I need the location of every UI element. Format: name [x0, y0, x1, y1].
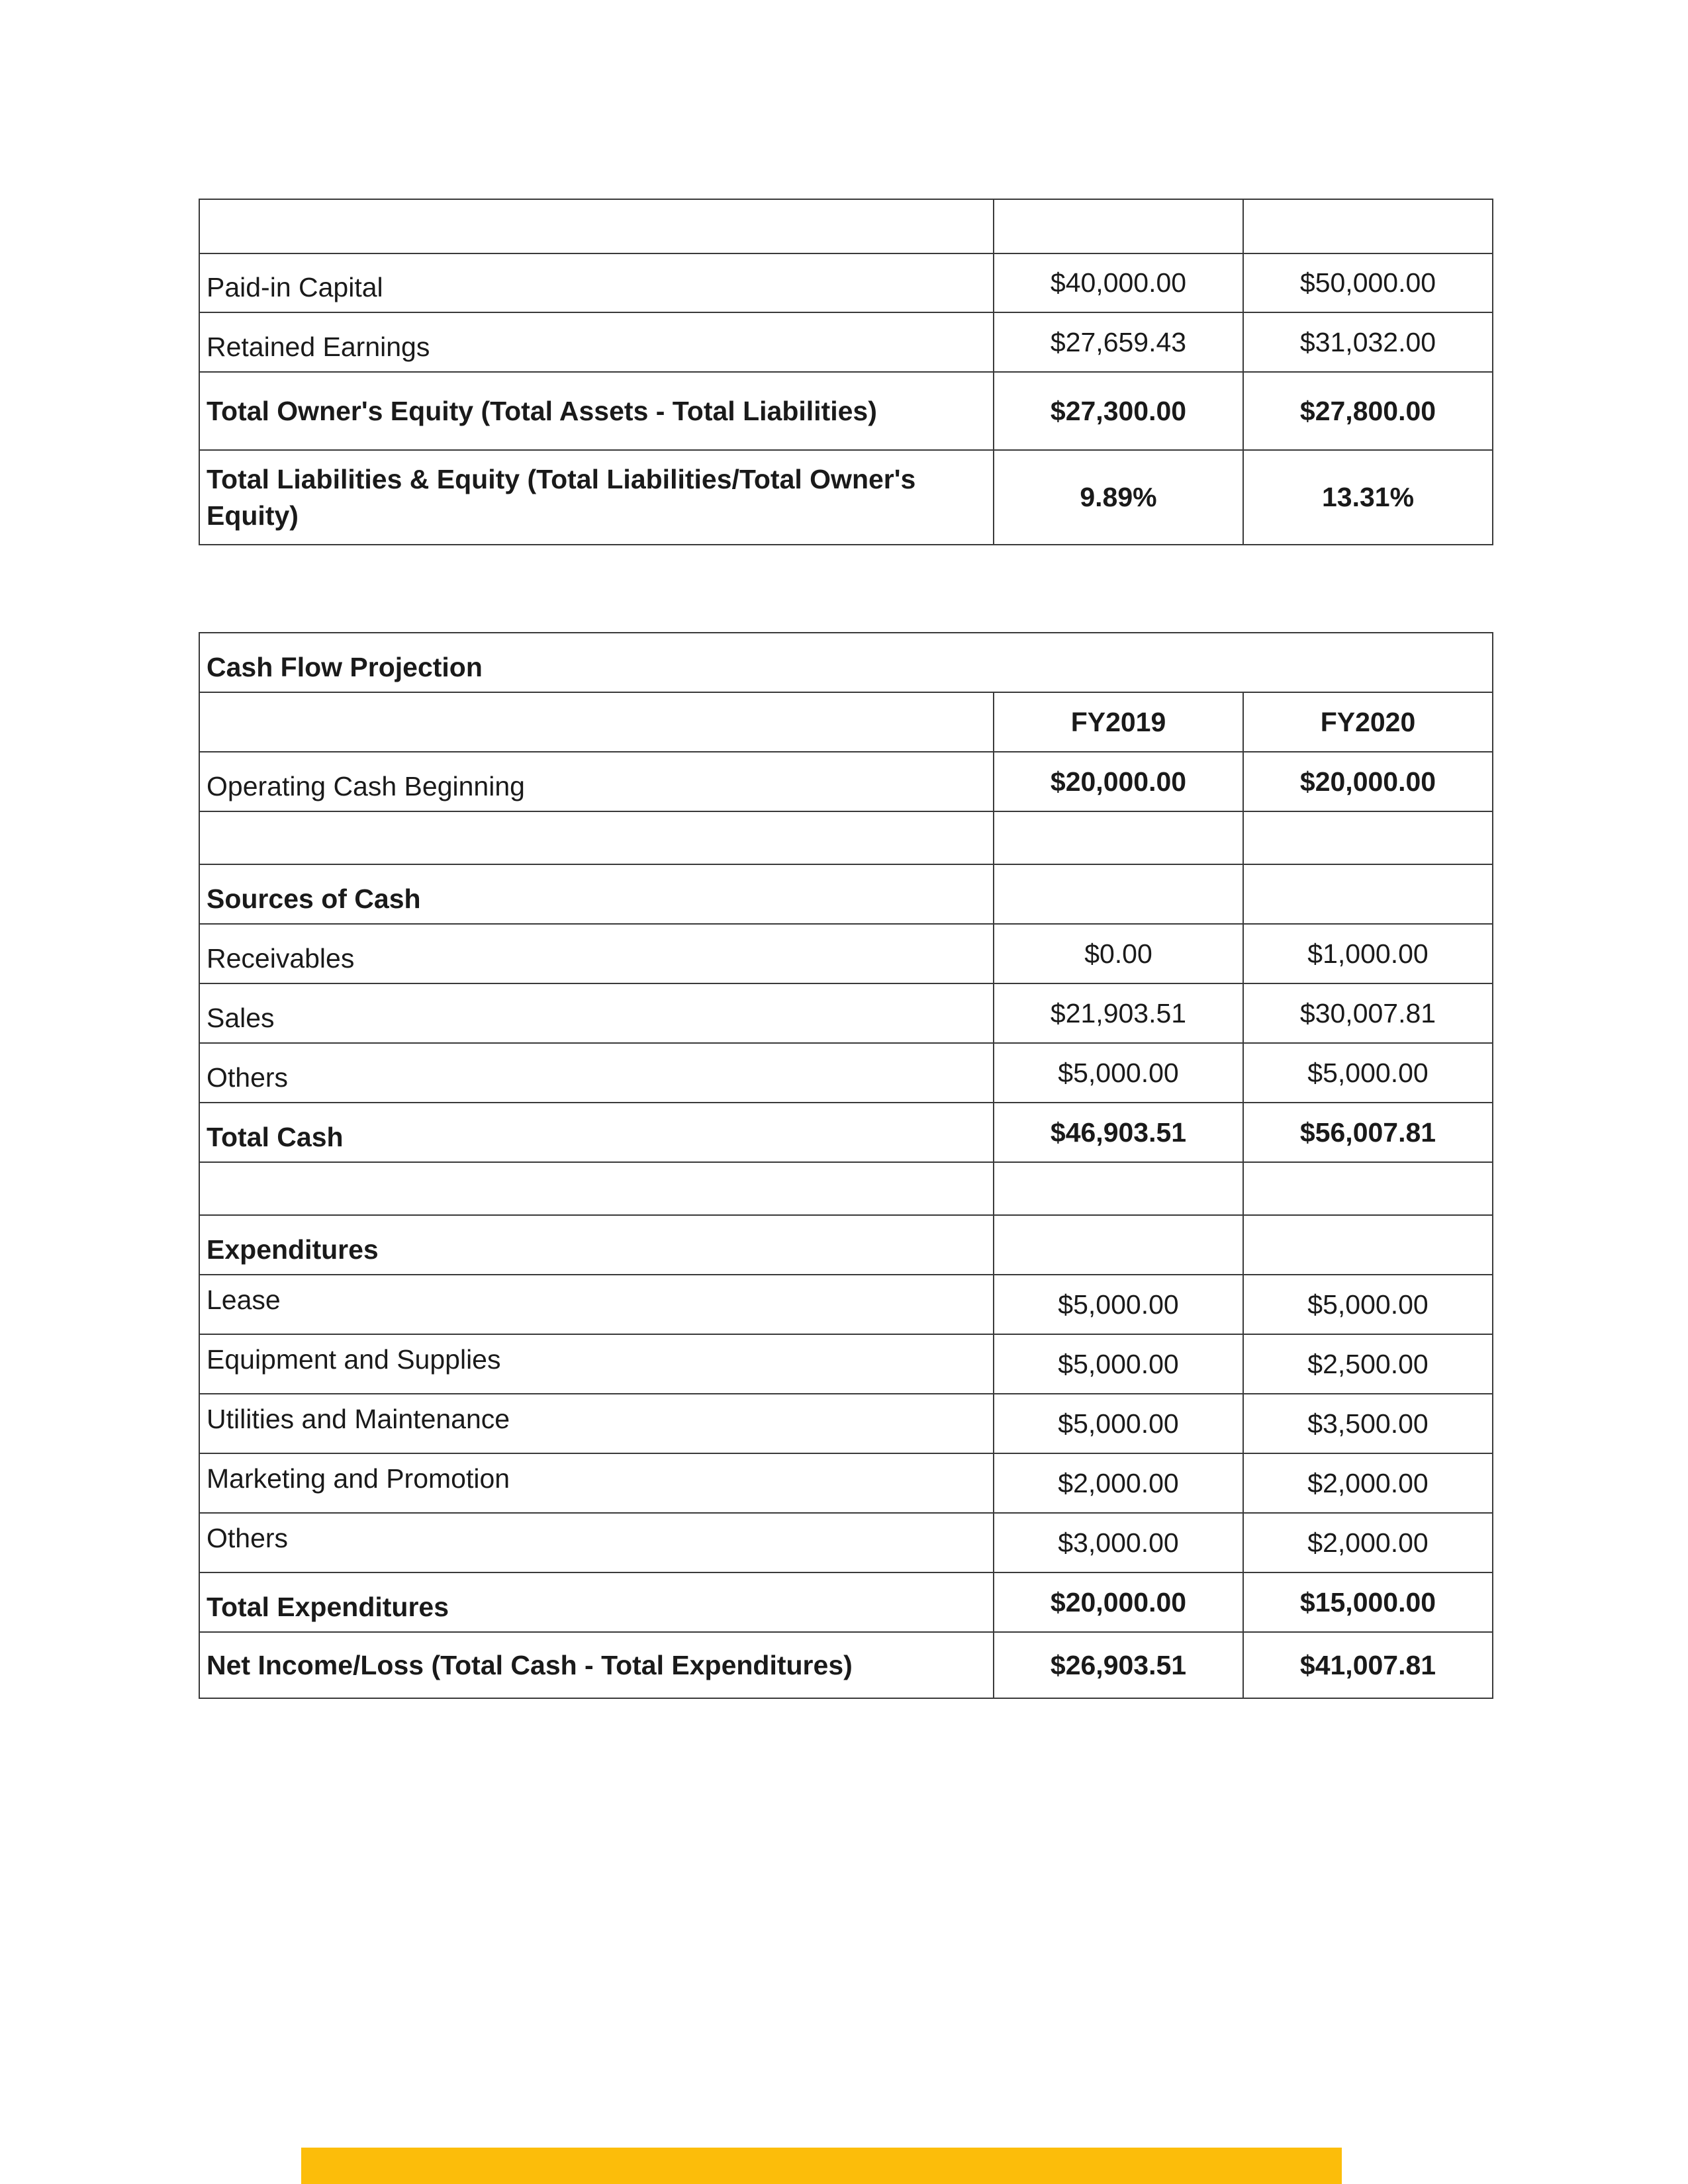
- row-label: Utilities and Maintenance: [199, 1394, 994, 1453]
- value-fy2019: $2,000.00: [994, 1453, 1243, 1513]
- value-fy2020: 13.31%: [1243, 450, 1493, 545]
- value-fy2020: $41,007.81: [1243, 1632, 1493, 1698]
- table-row: [199, 983, 1493, 1043]
- value-fy2019: $20,000.00: [994, 752, 1243, 811]
- row-label: Total Owner's Equity (Total Assets - Total Liabilities): [199, 372, 994, 450]
- value-fy2020: $50,000.00: [1243, 253, 1493, 312]
- table-row: [199, 1043, 1493, 1103]
- value-fy2020: $20,000.00: [1243, 752, 1493, 811]
- value-fy2019: [994, 811, 1243, 864]
- value-fy2019: $46,903.51: [994, 1103, 1243, 1162]
- column-header-fy2019: FY2019: [994, 692, 1243, 752]
- row-label: Retained Earnings: [199, 312, 994, 372]
- table-title: Cash Flow Projection: [199, 633, 1493, 692]
- value-fy2020: $3,500.00: [1243, 1394, 1493, 1453]
- table-row: [199, 1453, 1493, 1513]
- row-label-total-cash: Total Cash: [199, 1103, 994, 1162]
- table-row: [199, 1215, 1493, 1275]
- row-label: Operating Cash Beginning: [199, 752, 994, 811]
- value-fy2020: $2,000.00: [1243, 1453, 1493, 1513]
- table-row: [199, 811, 1493, 864]
- footer-accent-bar: [301, 2148, 1342, 2184]
- value-fy2019: [994, 1215, 1243, 1275]
- row-label: Lease: [199, 1275, 994, 1334]
- section-heading-expenditures: Expenditures: [199, 1215, 994, 1275]
- value-fy2019: 9.89%: [994, 450, 1243, 545]
- table-row: [199, 312, 1493, 372]
- table-row: [199, 1513, 1493, 1572]
- value-fy2019: $5,000.00: [994, 1275, 1243, 1334]
- header-blank: [199, 692, 994, 752]
- table-row: [199, 864, 1493, 924]
- row-label: Others: [199, 1513, 994, 1572]
- column-header-fy2020: FY2020: [1243, 692, 1493, 752]
- table-row: [199, 450, 1493, 545]
- row-label: [199, 199, 994, 253]
- value-fy2019: $27,300.00: [994, 372, 1243, 450]
- cash-flow-projection-table: [199, 632, 1493, 1699]
- value-fy2020: [1243, 864, 1493, 924]
- value-fy2020: $2,500.00: [1243, 1334, 1493, 1394]
- value-fy2019: $27,659.43: [994, 312, 1243, 372]
- table-row: [199, 372, 1493, 450]
- table-row: [199, 924, 1493, 983]
- value-fy2019: [994, 864, 1243, 924]
- table-header-row: [199, 692, 1493, 752]
- table-row: [199, 1632, 1493, 1698]
- value-fy2019: $26,903.51: [994, 1632, 1243, 1698]
- row-label: [199, 811, 994, 864]
- value-fy2019: [994, 1162, 1243, 1215]
- value-fy2019: $3,000.00: [994, 1513, 1243, 1572]
- table-row: [199, 1103, 1493, 1162]
- value-fy2020: [1243, 199, 1493, 253]
- value-fy2020: $2,000.00: [1243, 1513, 1493, 1572]
- table-row: [199, 752, 1493, 811]
- row-label-total-expenditures: Total Expenditures: [199, 1572, 994, 1632]
- row-label: Equipment and Supplies: [199, 1334, 994, 1394]
- value-fy2019: $5,000.00: [994, 1394, 1243, 1453]
- table-title-row: [199, 633, 1493, 692]
- value-fy2020: [1243, 1215, 1493, 1275]
- value-fy2019: $0.00: [994, 924, 1243, 983]
- value-fy2020: $31,032.00: [1243, 312, 1493, 372]
- table-row: [199, 1162, 1493, 1215]
- value-fy2020: $5,000.00: [1243, 1043, 1493, 1103]
- value-fy2019: $5,000.00: [994, 1334, 1243, 1394]
- value-fy2019: [994, 199, 1243, 253]
- row-label: Total Liabilities & Equity (Total Liabilities/Total Owner's Equity): [199, 450, 994, 545]
- value-fy2020: $5,000.00: [1243, 1275, 1493, 1334]
- value-fy2019: $21,903.51: [994, 983, 1243, 1043]
- owners-equity-table: [199, 199, 1493, 545]
- value-fy2019: $5,000.00: [994, 1043, 1243, 1103]
- table-row: [199, 1275, 1493, 1334]
- table-row: [199, 199, 1493, 253]
- value-fy2019: $40,000.00: [994, 253, 1243, 312]
- value-fy2020: $27,800.00: [1243, 372, 1493, 450]
- row-label: Receivables: [199, 924, 994, 983]
- row-label-net-income: Net Income/Loss (Total Cash - Total Expenditures): [199, 1632, 994, 1698]
- value-fy2020: $56,007.81: [1243, 1103, 1493, 1162]
- value-fy2020: [1243, 811, 1493, 864]
- value-fy2020: $30,007.81: [1243, 983, 1493, 1043]
- table-row: [199, 253, 1493, 312]
- value-fy2020: $15,000.00: [1243, 1572, 1493, 1632]
- table-row: [199, 1572, 1493, 1632]
- row-label: Paid-in Capital: [199, 253, 994, 312]
- value-fy2019: $20,000.00: [994, 1572, 1243, 1632]
- row-label: [199, 1162, 994, 1215]
- row-label: Sales: [199, 983, 994, 1043]
- row-label: Others: [199, 1043, 994, 1103]
- section-heading-sources-of-cash: Sources of Cash: [199, 864, 994, 924]
- value-fy2020: $1,000.00: [1243, 924, 1493, 983]
- table-row: [199, 1334, 1493, 1394]
- table-row: [199, 1394, 1493, 1453]
- row-label: Marketing and Promotion: [199, 1453, 994, 1513]
- value-fy2020: [1243, 1162, 1493, 1215]
